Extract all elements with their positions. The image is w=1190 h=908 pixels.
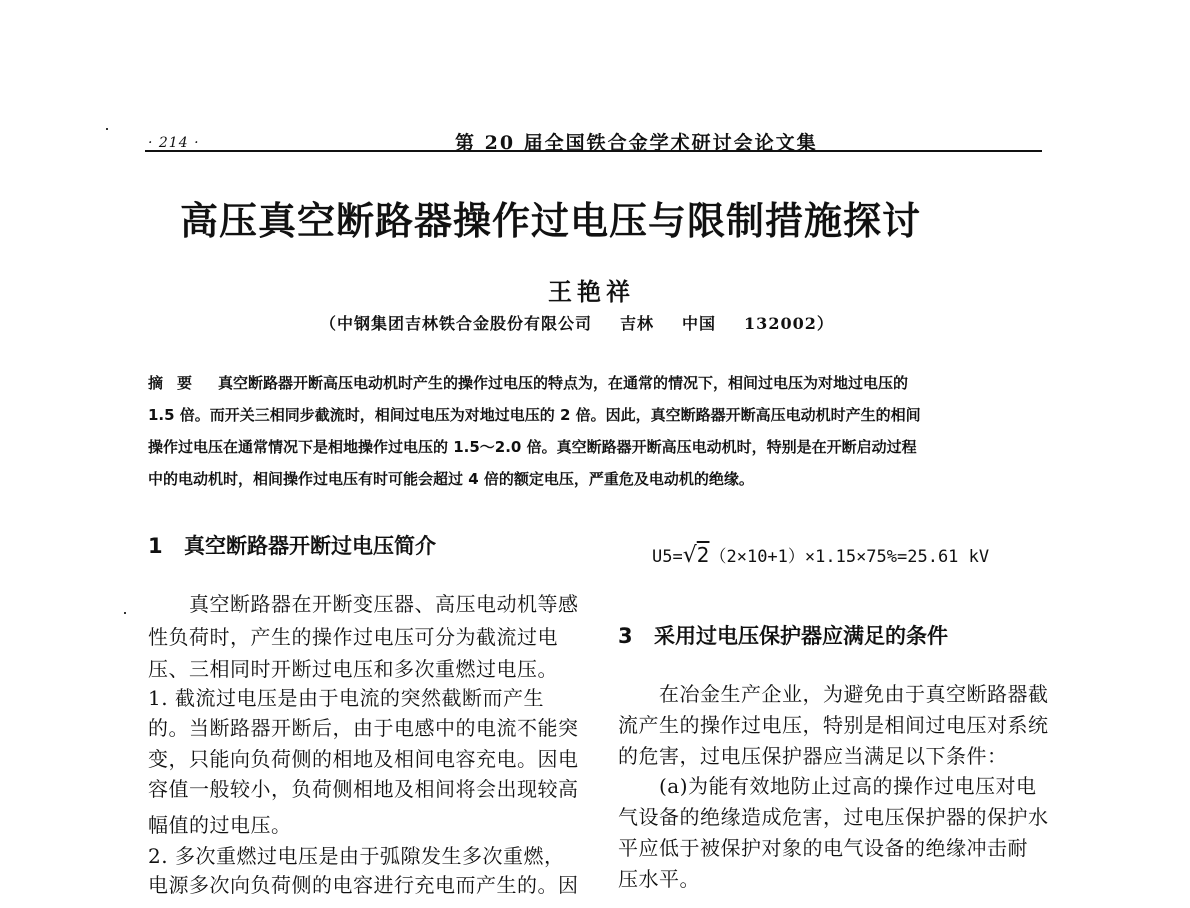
- body-line: 的。当断路器开断后，由于电感中的电流不能突: [148, 716, 579, 740]
- sqrt-radicand: 2: [696, 543, 710, 567]
- section-heading: [148, 530, 436, 560]
- header-rule: [145, 150, 1042, 152]
- body-line: 幅值的过电压。: [148, 813, 292, 837]
- sqrt-symbol: √: [682, 543, 697, 568]
- paper-title: 高压真空断路器操作过电压与限制措施探讨: [180, 199, 922, 243]
- page-number: · 214 ·: [148, 135, 200, 151]
- abstract-label: 摘要: [148, 374, 207, 392]
- body-line: 平应低于被保护对象的电气设备的绝缘冲击耐: [618, 836, 1028, 860]
- body-line: 电源多次向负荷侧的电容进行充电而产生的。因: [148, 873, 579, 897]
- body-line: 性负荷时，产生的操作过电压可分为截流过电: [148, 625, 558, 649]
- body-line: 压水平。: [618, 867, 700, 891]
- abstract-line: 1.5 倍。而开关三相同步截流时，相间过电压为对地过电压的 2 倍。因此，真空断路器开断高压电动机时产生的相间: [148, 406, 921, 424]
- body-line: 真空断路器在开断变压器、高压电动机等感: [148, 592, 579, 616]
- body-line: 流产生的操作过电压，特别是相间过电压对系统: [618, 713, 1049, 737]
- body-line: 的危害，过电压保护器应当满足以下条件：: [618, 744, 1008, 768]
- scan-speck: [124, 612, 126, 614]
- affiliation: [320, 311, 834, 334]
- affiliation-country: 中国: [682, 314, 717, 333]
- section-title: 真空断路器开断过电压简介: [184, 534, 436, 558]
- running-title: 第 20 届全国铁合金学术研讨会论文集: [455, 132, 818, 154]
- formula-lhs: U5=: [652, 547, 683, 567]
- section-title: 采用过电压保护器应满足的条件: [654, 624, 948, 648]
- body-line: 变，只能向负荷侧的相地及相间电容充电。因电: [148, 747, 579, 771]
- formula-u5: [652, 542, 989, 568]
- scan-speck: [106, 128, 108, 130]
- affiliation-org: （中钢集团吉林铁合金股份有限公司: [320, 314, 593, 333]
- body-line: 2. 多次重燃过电压是由于弧隙发生多次重燃，: [148, 844, 565, 868]
- author-name: 王艳祥: [548, 277, 635, 306]
- abstract-line: 摘要 真空断路器开断高压电动机时产生的操作过电压的特点为，在通常的情况下，相间过电压为对地过电压的: [148, 374, 909, 392]
- body-line: 气设备的绝缘造成危害，过电压保护器的保护水: [618, 805, 1049, 829]
- body-line: 在冶金生产企业，为避免由于真空断路器截: [618, 682, 1049, 706]
- abstract-line: 中的电动机时，相间操作过电压有时可能会超过 4 倍的额定电压，严重危及电动机的绝缘。: [148, 470, 754, 488]
- body-line: 1. 截流过电压是由于电流的突然截断而产生: [148, 686, 544, 710]
- formula-rhs: （2×10+1）×1.15×75%=25.61 kV: [709, 547, 990, 567]
- abstract-line: 操作过电压在通常情况下是相地操作过电压的 1.5～2.0 倍。真空断路器开断高压电动机时，特别是在开断启动过程: [148, 438, 917, 456]
- body-line: 压、三相同时开断过电压和多次重燃过电压。: [148, 657, 558, 681]
- affiliation-zip: 132002）: [744, 314, 834, 333]
- section-number: 3: [618, 624, 633, 648]
- affiliation-city: 吉林: [620, 314, 655, 333]
- section-number: 1: [148, 534, 163, 558]
- body-line: (a)为能有效地防止过高的操作过电压对电: [618, 774, 1037, 798]
- body-line: 容值一般较小，负荷侧相地及相间将会出现较高: [148, 777, 579, 801]
- section-heading: [618, 620, 948, 650]
